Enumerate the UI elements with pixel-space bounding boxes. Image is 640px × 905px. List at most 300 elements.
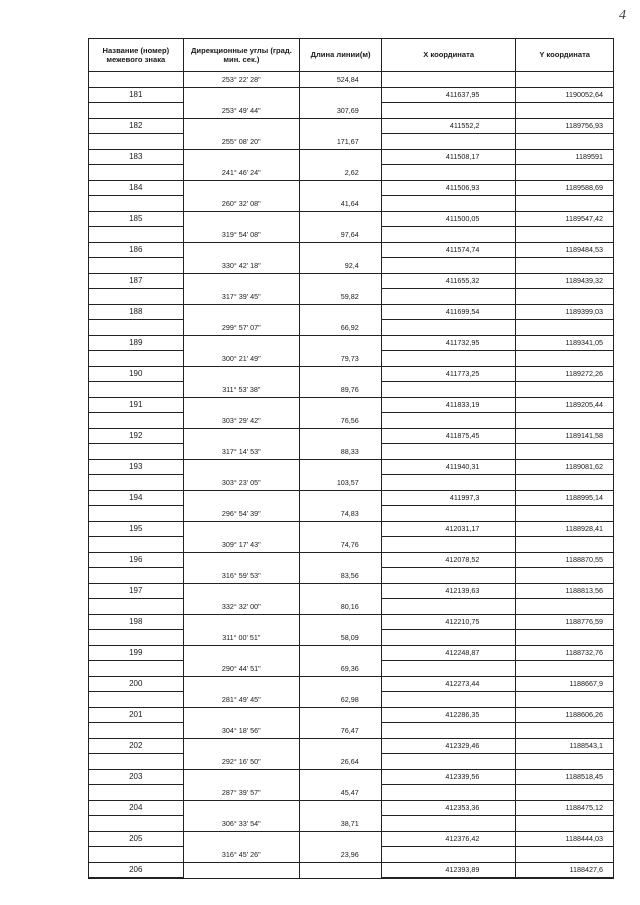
cell-angle: 281° 49' 45" — [184, 692, 300, 708]
cell-y — [516, 754, 613, 770]
cell-length: 307,69 — [300, 103, 382, 119]
header-y: Y координата — [539, 50, 591, 60]
cell-y — [516, 351, 613, 367]
cell-point — [89, 661, 184, 677]
cell-x: 412078,52 — [382, 553, 517, 569]
table-row-line — [89, 661, 613, 677]
table-row-point — [89, 398, 613, 414]
cell-length — [300, 88, 382, 104]
cell-y — [516, 599, 613, 615]
cell-length: 66,92 — [300, 320, 382, 336]
cell-point: 185 — [89, 212, 184, 228]
table-row-line — [89, 258, 613, 274]
table-row-point — [89, 336, 613, 352]
cell-x: 412376,42 — [382, 832, 517, 848]
cell-angle — [184, 863, 300, 879]
table-row-point — [89, 801, 613, 817]
cell-length: 92,4 — [300, 258, 382, 274]
cell-angle — [184, 460, 300, 476]
table-row-line — [89, 134, 613, 150]
table-row-line — [89, 289, 613, 305]
cell-y — [516, 475, 613, 491]
cell-x — [382, 351, 517, 367]
cell-y: 1189484,53 — [516, 243, 613, 259]
cell-angle: 303° 29' 42" — [184, 413, 300, 429]
cell-x — [382, 72, 517, 88]
cell-length — [300, 398, 382, 414]
cell-point: 192 — [89, 429, 184, 445]
cell-angle — [184, 615, 300, 631]
cell-length: 58,09 — [300, 630, 382, 646]
cell-length — [300, 181, 382, 197]
cell-angle: 260° 32' 08" — [184, 196, 300, 212]
cell-x — [382, 444, 517, 460]
coordinates-table — [88, 38, 614, 879]
cell-angle: 311° 53' 38" — [184, 382, 300, 398]
cell-x: 411552,2 — [382, 119, 517, 135]
cell-length: 524,84 — [300, 72, 382, 88]
cell-y: 1188667,9 — [516, 677, 613, 693]
cell-y — [516, 444, 613, 460]
table-row-line — [89, 785, 613, 801]
cell-angle — [184, 832, 300, 848]
cell-y — [516, 289, 613, 305]
table-row-point — [89, 181, 613, 197]
cell-point: 182 — [89, 119, 184, 135]
table-row-line — [89, 382, 613, 398]
cell-angle: 304° 18' 56" — [184, 723, 300, 739]
cell-length — [300, 677, 382, 693]
cell-angle — [184, 646, 300, 662]
cell-angle — [184, 181, 300, 197]
cell-y: 1188813,56 — [516, 584, 613, 600]
cell-x: 412031,17 — [382, 522, 517, 538]
cell-angle — [184, 274, 300, 290]
cell-y: 1188475,12 — [516, 801, 613, 817]
cell-angle — [184, 708, 300, 724]
cell-y: 1188444,03 — [516, 832, 613, 848]
table-row-line — [89, 475, 613, 491]
cell-point: 181 — [89, 88, 184, 104]
cell-point — [89, 723, 184, 739]
table-row-point — [89, 615, 613, 631]
cell-y — [516, 630, 613, 646]
table-row-point — [89, 584, 613, 600]
cell-point: 206 — [89, 863, 184, 879]
table-row-line — [89, 816, 613, 832]
cell-length — [300, 367, 382, 383]
cell-angle: 292° 16' 50" — [184, 754, 300, 770]
cell-x — [382, 599, 517, 615]
header-length: Длина линии(м) — [300, 39, 382, 71]
cell-length — [300, 212, 382, 228]
cell-point — [89, 134, 184, 150]
cell-y: 1189205,44 — [516, 398, 613, 414]
cell-y: 1188995,14 — [516, 491, 613, 507]
cell-angle: 253° 22' 28" — [184, 72, 300, 88]
cell-y — [516, 134, 613, 150]
cell-x: 411655,32 — [382, 274, 517, 290]
table-row-point — [89, 367, 613, 383]
table-row-line — [89, 320, 613, 336]
cell-y: 1189341,05 — [516, 336, 613, 352]
cell-point — [89, 630, 184, 646]
cell-x: 412210,75 — [382, 615, 517, 631]
cell-angle: 303° 23' 05" — [184, 475, 300, 491]
cell-x — [382, 165, 517, 181]
cell-length — [300, 274, 382, 290]
cell-point — [89, 816, 184, 832]
cell-x — [382, 196, 517, 212]
cell-point: 184 — [89, 181, 184, 197]
table-row-line — [89, 692, 613, 708]
cell-length — [300, 119, 382, 135]
table-row-point — [89, 305, 613, 321]
cell-length — [300, 429, 382, 445]
cell-x — [382, 413, 517, 429]
cell-length — [300, 584, 382, 600]
cell-point — [89, 382, 184, 398]
cell-length: 76,56 — [300, 413, 382, 429]
cell-angle: 309° 17' 43" — [184, 537, 300, 553]
table-row-line — [89, 351, 613, 367]
cell-angle: 316° 59' 53" — [184, 568, 300, 584]
cell-x — [382, 785, 517, 801]
cell-length: 45,47 — [300, 785, 382, 801]
cell-angle — [184, 150, 300, 166]
cell-length: 83,56 — [300, 568, 382, 584]
cell-length — [300, 460, 382, 476]
cell-y: 1188776,59 — [516, 615, 613, 631]
cell-x — [382, 754, 517, 770]
cell-angle: 241° 46' 24" — [184, 165, 300, 181]
cell-angle — [184, 88, 300, 104]
table-row-line — [89, 630, 613, 646]
cell-y: 1189439,32 — [516, 274, 613, 290]
cell-point — [89, 165, 184, 181]
table-row-point — [89, 863, 613, 879]
cell-y — [516, 227, 613, 243]
cell-x — [382, 289, 517, 305]
cell-length: 74,76 — [300, 537, 382, 553]
cell-x: 411773,25 — [382, 367, 517, 383]
cell-angle — [184, 429, 300, 445]
cell-length: 23,96 — [300, 847, 382, 863]
table-row-line — [89, 196, 613, 212]
cell-point: 199 — [89, 646, 184, 662]
cell-length — [300, 708, 382, 724]
table-row-point — [89, 491, 613, 507]
cell-angle: 287° 39' 57" — [184, 785, 300, 801]
cell-x: 411833,19 — [382, 398, 517, 414]
table-row-point — [89, 150, 613, 166]
cell-length — [300, 770, 382, 786]
cell-point: 201 — [89, 708, 184, 724]
cell-y: 1188543,1 — [516, 739, 613, 755]
table-row-line — [89, 506, 613, 522]
table-row-point — [89, 460, 613, 476]
cell-point: 203 — [89, 770, 184, 786]
cell-y — [516, 692, 613, 708]
cell-y — [516, 320, 613, 336]
cell-angle — [184, 522, 300, 538]
cell-angle — [184, 243, 300, 259]
cell-angle — [184, 305, 300, 321]
table-row-point — [89, 677, 613, 693]
cell-length — [300, 863, 382, 879]
table-row-line — [89, 754, 613, 770]
cell-x: 411997,3 — [382, 491, 517, 507]
cell-angle: 290° 44' 51" — [184, 661, 300, 677]
cell-angle — [184, 770, 300, 786]
cell-angle: 317° 14' 53" — [184, 444, 300, 460]
table-row-line — [89, 72, 613, 88]
cell-y — [516, 382, 613, 398]
cell-angle — [184, 367, 300, 383]
cell-angle — [184, 801, 300, 817]
cell-point — [89, 72, 184, 88]
cell-length: 89,76 — [300, 382, 382, 398]
cell-x: 411637,95 — [382, 88, 517, 104]
cell-angle — [184, 119, 300, 135]
cell-point: 188 — [89, 305, 184, 321]
cell-x — [382, 475, 517, 491]
table-row-point — [89, 243, 613, 259]
cell-angle: 253° 49' 44" — [184, 103, 300, 119]
cell-y: 1188732,76 — [516, 646, 613, 662]
cell-x: 411875,45 — [382, 429, 517, 445]
table-row-point — [89, 739, 613, 755]
cell-point: 186 — [89, 243, 184, 259]
cell-point — [89, 444, 184, 460]
cell-length — [300, 801, 382, 817]
table-row-line — [89, 165, 613, 181]
cell-x — [382, 568, 517, 584]
cell-x: 411699,54 — [382, 305, 517, 321]
cell-y — [516, 103, 613, 119]
cell-point: 191 — [89, 398, 184, 414]
table-row-line — [89, 413, 613, 429]
cell-angle — [184, 584, 300, 600]
cell-x — [382, 320, 517, 336]
cell-x — [382, 382, 517, 398]
cell-y — [516, 196, 613, 212]
cell-point: 193 — [89, 460, 184, 476]
cell-y: 1189399,03 — [516, 305, 613, 321]
cell-length: 79,73 — [300, 351, 382, 367]
table-row-point — [89, 770, 613, 786]
cell-x: 411732,95 — [382, 336, 517, 352]
cell-length — [300, 150, 382, 166]
table-header — [88, 38, 614, 72]
table-row-line — [89, 568, 613, 584]
table-row-point — [89, 88, 613, 104]
table-row-line — [89, 537, 613, 553]
cell-x: 411574,74 — [382, 243, 517, 259]
cell-x: 412393,89 — [382, 863, 517, 879]
cell-point: 198 — [89, 615, 184, 631]
header-x: X координата — [382, 39, 516, 71]
cell-length: 26,64 — [300, 754, 382, 770]
cell-x: 411940,31 — [382, 460, 517, 476]
cell-angle — [184, 491, 300, 507]
cell-angle: 311° 00' 51" — [184, 630, 300, 646]
cell-length: 88,33 — [300, 444, 382, 460]
cell-point: 195 — [89, 522, 184, 538]
cell-length: 97,64 — [300, 227, 382, 243]
cell-point — [89, 506, 184, 522]
cell-angle — [184, 677, 300, 693]
cell-y — [516, 72, 613, 88]
cell-angle: 317° 39' 45" — [184, 289, 300, 305]
cell-angle: 255° 08' 20" — [184, 134, 300, 150]
table-row-line — [89, 723, 613, 739]
cell-x — [382, 537, 517, 553]
table-row-point — [89, 119, 613, 135]
cell-x — [382, 816, 517, 832]
cell-point — [89, 103, 184, 119]
cell-point — [89, 289, 184, 305]
cell-y: 1189756,93 — [516, 119, 613, 135]
header-point: Название (номер) межевого знака — [89, 39, 184, 71]
cell-x: 412353,36 — [382, 801, 517, 817]
cell-point — [89, 196, 184, 212]
cell-length — [300, 615, 382, 631]
cell-point: 196 — [89, 553, 184, 569]
cell-angle — [184, 336, 300, 352]
cell-length: 59,82 — [300, 289, 382, 305]
table-body — [88, 72, 614, 879]
cell-point — [89, 692, 184, 708]
cell-length — [300, 646, 382, 662]
cell-point — [89, 785, 184, 801]
cell-point — [89, 475, 184, 491]
cell-x — [382, 847, 517, 863]
cell-y — [516, 537, 613, 553]
table-row-line — [89, 103, 613, 119]
cell-y: 1189141,58 — [516, 429, 613, 445]
cell-y: 1188870,55 — [516, 553, 613, 569]
cell-length: 62,98 — [300, 692, 382, 708]
cell-point — [89, 351, 184, 367]
cell-y: 1188606,26 — [516, 708, 613, 724]
cell-y — [516, 723, 613, 739]
cell-angle: 316° 45' 26" — [184, 847, 300, 863]
cell-x — [382, 692, 517, 708]
cell-x: 412273,44 — [382, 677, 517, 693]
cell-angle — [184, 212, 300, 228]
cell-point: 183 — [89, 150, 184, 166]
table-row-line — [89, 227, 613, 243]
cell-point — [89, 568, 184, 584]
cell-angle: 319° 54' 08" — [184, 227, 300, 243]
cell-x: 411500,05 — [382, 212, 517, 228]
cell-length — [300, 553, 382, 569]
cell-angle: 299° 57' 07" — [184, 320, 300, 336]
cell-x: 412286,35 — [382, 708, 517, 724]
cell-angle — [184, 398, 300, 414]
cell-point — [89, 599, 184, 615]
cell-x — [382, 723, 517, 739]
cell-length: 103,57 — [300, 475, 382, 491]
cell-angle: 332° 32' 00" — [184, 599, 300, 615]
cell-point — [89, 320, 184, 336]
cell-y — [516, 506, 613, 522]
cell-angle: 306° 33' 54" — [184, 816, 300, 832]
cell-y: 1189547,42 — [516, 212, 613, 228]
cell-x — [382, 506, 517, 522]
table-row-line — [89, 599, 613, 615]
cell-y — [516, 785, 613, 801]
header-angle: Дирекционные углы (град. мин. сек.) — [184, 39, 301, 71]
table-row-point — [89, 553, 613, 569]
cell-x — [382, 258, 517, 274]
cell-x: 412339,56 — [382, 770, 517, 786]
cell-point — [89, 258, 184, 274]
cell-point: 194 — [89, 491, 184, 507]
cell-length: 2,62 — [300, 165, 382, 181]
cell-length — [300, 243, 382, 259]
cell-y — [516, 816, 613, 832]
cell-y: 1188427,6 — [516, 863, 613, 879]
cell-y: 1189081,62 — [516, 460, 613, 476]
page-number-mark: 4 — [619, 8, 626, 23]
cell-angle — [184, 553, 300, 569]
table-row-point — [89, 429, 613, 445]
cell-angle: 330° 42' 18" — [184, 258, 300, 274]
cell-length: 38,71 — [300, 816, 382, 832]
cell-y: 1189588,69 — [516, 181, 613, 197]
cell-x: 412248,87 — [382, 646, 517, 662]
cell-y — [516, 661, 613, 677]
table-row-point — [89, 708, 613, 724]
cell-length — [300, 305, 382, 321]
cell-x: 412139,63 — [382, 584, 517, 600]
cell-length: 76,47 — [300, 723, 382, 739]
table-row-point — [89, 274, 613, 290]
cell-length: 80,16 — [300, 599, 382, 615]
table-row-point — [89, 522, 613, 538]
cell-angle: 296° 54' 39" — [184, 506, 300, 522]
cell-x: 411508,17 — [382, 150, 517, 166]
table-row-line — [89, 444, 613, 460]
cell-length: 69,36 — [300, 661, 382, 677]
cell-y: 1188928,41 — [516, 522, 613, 538]
cell-point: 200 — [89, 677, 184, 693]
cell-length: 74,83 — [300, 506, 382, 522]
cell-y: 1188518,45 — [516, 770, 613, 786]
cell-y — [516, 165, 613, 181]
table-row-point — [89, 646, 613, 662]
table-row-point — [89, 832, 613, 848]
cell-y — [516, 258, 613, 274]
table-row-line — [89, 847, 613, 863]
cell-point: 190 — [89, 367, 184, 383]
cell-length — [300, 522, 382, 538]
cell-y — [516, 568, 613, 584]
cell-point — [89, 754, 184, 770]
cell-y: 1190052,64 — [516, 88, 613, 104]
cell-length — [300, 336, 382, 352]
cell-y — [516, 847, 613, 863]
cell-point — [89, 847, 184, 863]
cell-point: 202 — [89, 739, 184, 755]
cell-angle: 300° 21' 49" — [184, 351, 300, 367]
cell-point: 187 — [89, 274, 184, 290]
cell-y: 1189272,26 — [516, 367, 613, 383]
cell-x — [382, 134, 517, 150]
cell-length — [300, 739, 382, 755]
